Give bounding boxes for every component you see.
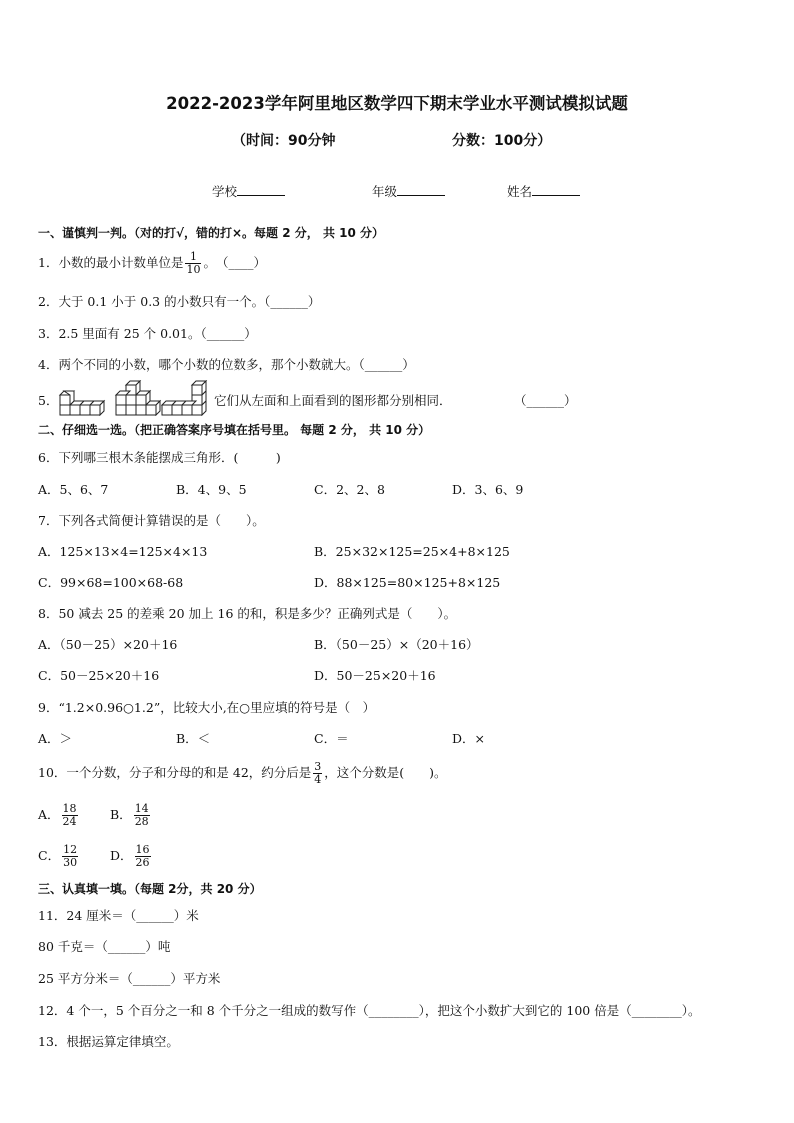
q10-option-c-num: 12 [63,843,78,856]
q7-option-d[interactable]: D．88×125=80×125+8×125 [314,575,501,590]
q10-option-a-den: 24 [62,815,77,828]
q10-frac-num: 3 [314,760,322,773]
exam-score: 分数：100分） [452,133,552,149]
question-1 [38,248,266,278]
q6-option-c[interactable]: C．2、2、8 [314,482,385,497]
q10-option-a-fraction [62,803,78,828]
q10-suffix: ，这个分数是( )。 [324,765,447,780]
question-6: 6．下列哪三根木条能摆成三角形．( ) [38,450,281,465]
cube-figures-image [58,380,214,416]
q10-option-b-label: B． [110,807,132,822]
q10-fraction [313,761,322,786]
grade-label: 年级 [372,184,398,199]
q8-option-c[interactable]: C．50－25×20＋16 [38,668,160,683]
question-2: 2．大于 0.1 小于 0.3 的小数只有一个。（______） [38,294,321,309]
question-7: 7．下列各式简便计算错误的是（ ）。 [38,513,265,528]
q9-option-c[interactable]: C．＝ [314,731,349,746]
q1-prefix: 1．小数的最小计数单位是 [38,255,184,270]
question-5-blank[interactable]: （______） [514,393,577,408]
question-13: 13．根据运算定律填空。 [38,1034,179,1049]
exam-time: （时间：90分钟 [232,133,336,149]
q9-option-a[interactable]: A．＞ [38,731,73,746]
question-10 [38,758,447,788]
question-11b: 80 千克＝（______）吨 [38,939,171,954]
q1-frac-den: 10 [186,263,201,276]
q7-option-c[interactable]: C．99×68=100×68-68 [38,575,184,590]
q8-option-a[interactable]: A．（50－25）×20＋16 [38,637,178,652]
q10-option-c-den: 30 [63,856,78,869]
q8-option-b[interactable]: B．（50－25）×（20＋16） [314,637,479,652]
name-field [507,182,580,200]
q10-option-c[interactable] [38,841,80,871]
question-3: 3．2.5 里面有 25 个 0.01。（______） [38,326,257,341]
section1-title: 一、谨慎判一判。（对的打√，错的打×。每题 2 分， 共 10 分） [38,226,384,240]
q6-option-d[interactable]: D．3、6、9 [452,482,524,497]
q6-option-a[interactable]: A．5、6、7 [38,482,109,497]
q10-option-d-num: 16 [135,843,150,856]
q10-option-b[interactable] [110,800,152,830]
q1-fraction [185,251,201,276]
section3-title: 三、认真填一填。（每题 2分，共 20 分） [38,882,262,896]
q7-option-b[interactable]: B．25×32×125=25×4+8×125 [314,544,510,559]
q10-option-c-fraction [62,844,78,869]
question-9: 9．“1.2×0.96○1.2”，比较大小,在○里应填的符号是（ ） [38,700,376,715]
q10-prefix: 10．一个分数，分子和分母的和是 42，约分后是 [38,765,312,780]
q9-option-b[interactable]: B．＜ [176,731,211,746]
q1-suffix: 。 （____） [203,255,266,270]
school-label: 学校 [212,184,238,199]
school-field [212,182,285,200]
question-12: 12．4 个一，5 个百分之一和 8 个千分之一组成的数写作（________），把这个小数扩大到它的 100 倍是（________）。 [38,1003,701,1018]
q10-option-a[interactable] [38,800,80,830]
q10-option-b-num: 14 [134,802,149,815]
school-blank[interactable] [237,183,285,196]
question-5-prefix: 5． [38,393,59,408]
name-blank[interactable] [532,183,580,196]
question-8: 8．50 减去 25 的差乘 20 加上 16 的和，积是多少？正确列式是（ ）。 [38,606,457,621]
q6-option-b[interactable]: B．4、9、5 [176,482,247,497]
name-label: 姓名 [507,184,533,199]
question-11a: 11．24 厘米＝（______）米 [38,908,199,923]
q10-option-b-fraction [134,803,150,828]
q10-option-d-fraction [135,844,151,869]
q9-option-d[interactable]: D．× [452,731,485,746]
q10-option-a-num: 18 [62,802,77,815]
section2-title: 二、仔细选一选。（把正确答案序号填在括号里。 每题 2 分， 共 10 分） [38,423,431,437]
grade-field [372,182,445,200]
q10-option-d[interactable] [110,841,153,871]
q10-option-d-den: 26 [135,856,150,869]
question-5-text: 它们从左面和上面看到的图形都分别相同． [214,393,452,408]
q10-option-a-label: A． [38,807,60,822]
question-4: 4．两个不同的小数，哪个小数的位数多，那个小数就大。（______） [38,357,415,372]
question-11c: 25 平方分米＝（______）平方米 [38,971,221,986]
grade-blank[interactable] [397,183,445,196]
q1-frac-num: 1 [185,251,201,264]
q10-option-c-label: C． [38,848,61,863]
q10-option-d-label: D． [110,848,133,863]
q10-frac-den: 4 [314,773,322,786]
q10-option-b-den: 28 [134,815,149,828]
q7-option-a[interactable]: A．125×13×4=125×4×13 [38,544,208,559]
q8-option-d[interactable]: D．50－25×20＋16 [314,668,436,683]
page-title: 2022-2023学年阿里地区数学四下期末学业水平测试模拟试题 [166,94,628,113]
